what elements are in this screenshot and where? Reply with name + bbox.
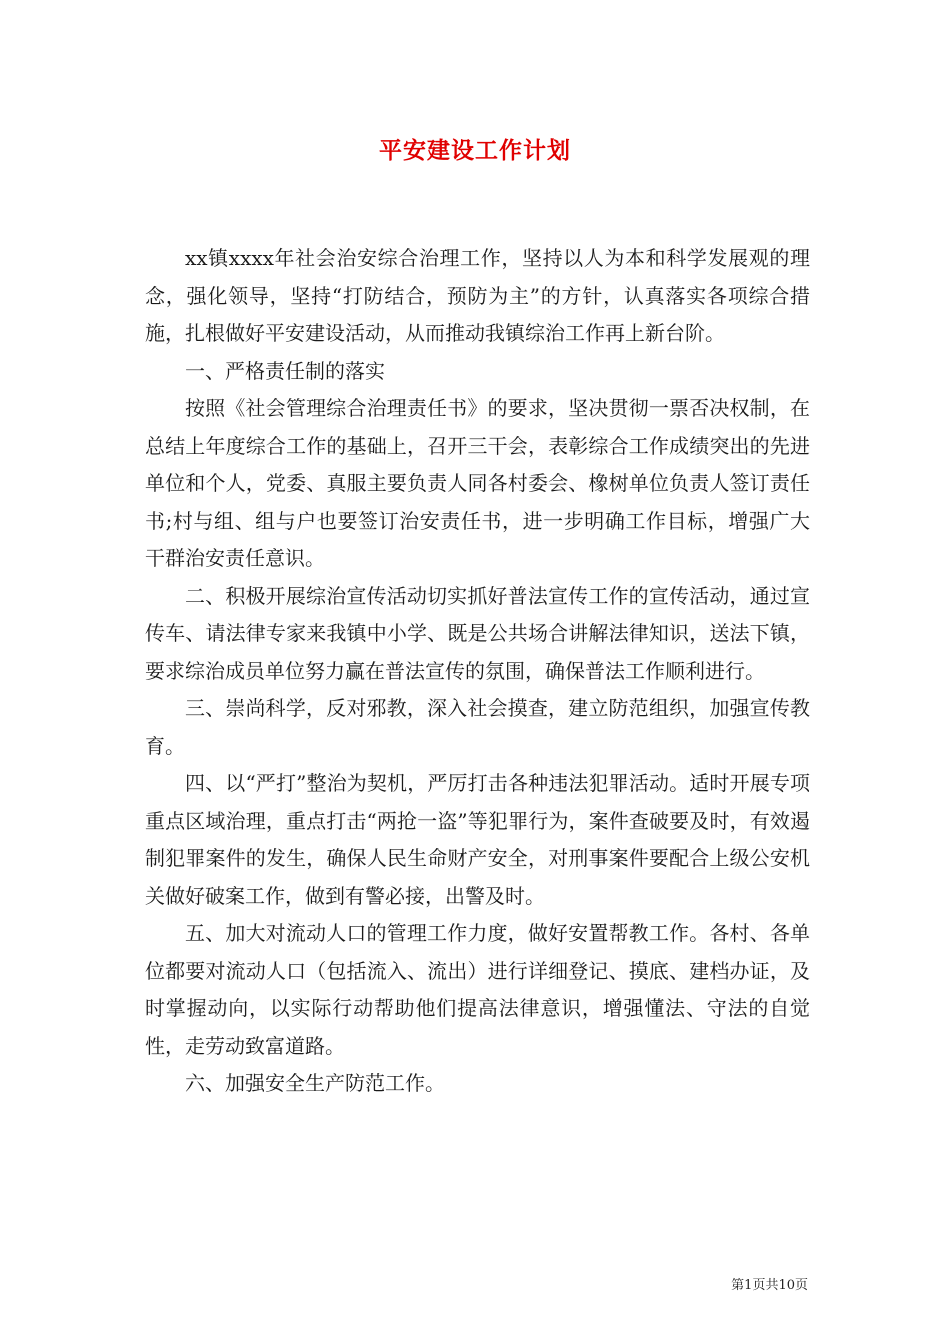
paragraph-section-5: 五、加大对流动人口的管理工作力度，做好安置帮教工作。各村、各单位都要对流动人口（包括流入、流出）进行详细登记、摸底、建档办证，及时掌握动向，以实际行动帮助他们提高法律意识，增强懂法、守法的自觉性，走劳动致富道路。 [145,921,810,1058]
page-number-footer: 第1页共10页 [731,1278,808,1293]
document-body [145,240,810,1103]
paragraph-section-6: 六、加强安全生产防范工作。 [185,1071,445,1095]
document-title: 平安建设工作计划 [379,137,571,164]
paragraph-section-2: 二、积极开展综治宣传活动切实抓好普法宣传工作的宣传活动，通过宣传车、请法律专家来我镇中小学、既是公共场合讲解法律知识，送法下镇，要求综治成员单位努力赢在普法宣传的氛围，确保普法工作顺利进行。 [145,583,810,683]
paragraph-section-1-heading: 一、严格责任制的落实 [185,358,385,383]
paragraph-intro: xx镇xxxx年社会治安综合治理工作，坚持以人为本和科学发展观的理念，强化领导，坚持“打防结合，预防为主”的方针，认真落实各项综合措施，扎根做好平安建设活动，从而推动我镇综治工作再上新台阶。 [145,246,810,345]
paragraph-section-4: 四、以“严打”整治为契机，严厉打击各种违法犯罪活动。适时开展专项重点区域治理，重点打击“两抢一盗”等犯罪行为，案件查破要及时，有效遏制犯罪案件的发生，确保人民生命财产安全，对刑事案件要配合上级公安机关做好破案工作，做到有警必接，出警及时。 [145,771,810,908]
paragraph-section-3: 三、崇尚科学，反对邪教，深入社会摸查，建立防范组织，加强宣传教育。 [145,696,810,758]
paragraph-section-1-body: 按照《社会管理综合治理责任书》的要求，坚决贯彻一票否决权制，在总结上年度综合工作的基础上，召开三干会，表彰综合工作成绩突出的先进单位和个人，党委、真服主要负责人同各村委会、橡树单位负责人签订责任书;村与组、组与户也要签订治安责任书，进一步明确工作目标，增强广大干群治安责任意识。 [145,396,810,570]
